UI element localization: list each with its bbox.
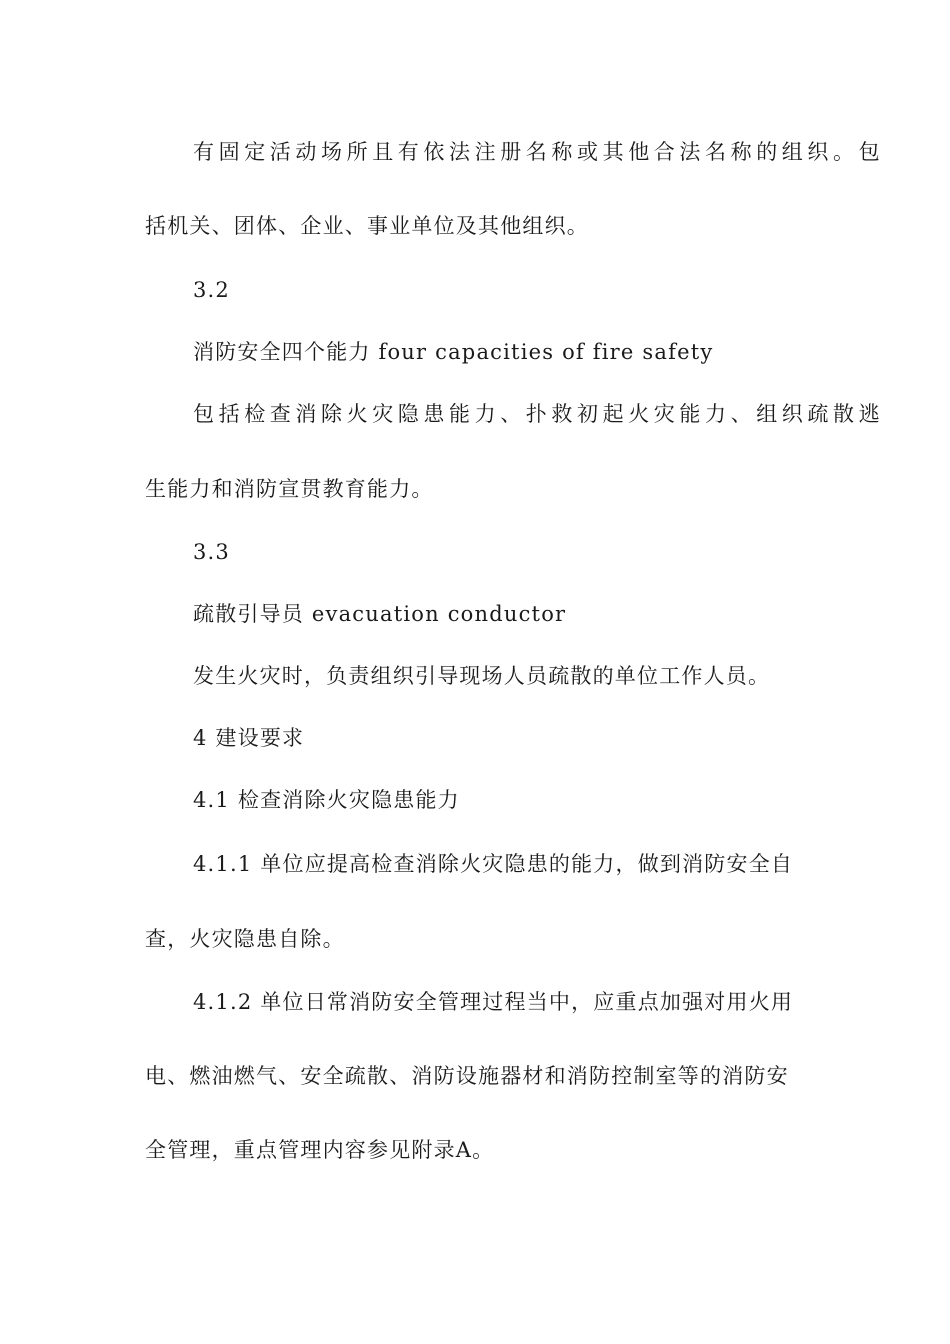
paragraph-line: 生能力和消防宣贯教育能力。 (145, 477, 434, 501)
paragraph-line: 括机关、团体、企业、事业单位及其他组织。 (145, 214, 589, 238)
term-heading: 疏散引导员 evacuation conductor (193, 602, 567, 626)
section-number: 3.3 (193, 540, 230, 564)
paragraph-line: 包括检查消除火灾隐患能力、扑救初起火灾能力、组织疏散逃 (193, 402, 885, 426)
section-heading: 4 建设要求 (193, 726, 305, 750)
paragraph-line: 4.1.2 单位日常消防安全管理过程当中，应重点加强对用火用 (193, 990, 794, 1014)
paragraph-line: 有固定活动场所且有依法注册名称或其他合法名称的组织。包 (193, 140, 885, 164)
subsection-heading: 4.1 检查消除火灾隐患能力 (193, 788, 460, 812)
paragraph-line: 电、燃油燃气、安全疏散、消防设施器材和消防控制室等的消防安 (145, 1064, 789, 1088)
paragraph-line: 全管理，重点管理内容参见附录A。 (145, 1138, 495, 1162)
paragraph-line: 发生火灾时，负责组织引导现场人员疏散的单位工作人员。 (193, 664, 771, 688)
term-heading: 消防安全四个能力 four capacities of fire safety (193, 340, 714, 364)
paragraph-line: 4.1.1 单位应提高检查消除火灾隐患的能力，做到消防安全自 (193, 852, 794, 876)
paragraph-line: 查，火灾隐患自除。 (145, 927, 345, 951)
section-number: 3.2 (193, 278, 230, 302)
